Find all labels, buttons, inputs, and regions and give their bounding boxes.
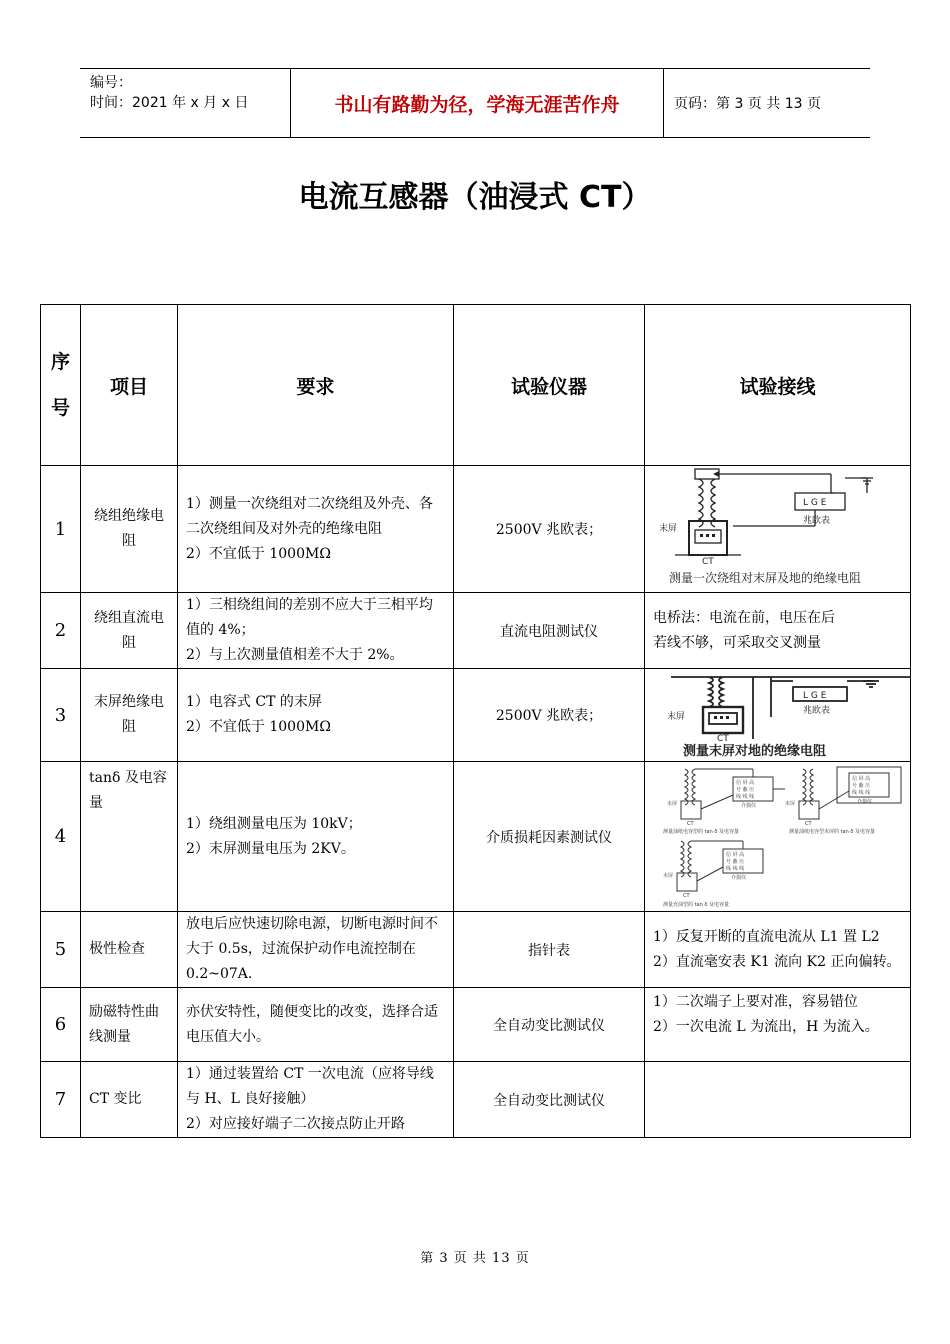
row-instrument: 指针表 <box>454 912 645 988</box>
row-item: 绕组绝缘电阻 <box>81 466 178 593</box>
row-item: 末屏绝缘电阻 <box>81 669 178 762</box>
row-item: 极性检查 <box>81 912 178 988</box>
insulation-wiring-diagram <box>653 466 919 592</box>
page-footer: 第 3 页 共 13 页 <box>420 1251 530 1266</box>
device-row: 号 蔽 压 <box>726 858 745 865</box>
meter-label: L G E <box>803 498 827 508</box>
row-wiring-diagram <box>645 762 911 912</box>
header-wiring: 试验接线 <box>645 305 911 466</box>
table-row <box>41 762 911 912</box>
table-row <box>41 593 911 669</box>
diagram-caption: 测量油纸电容型的 tan δ 及电容量 <box>663 828 740 835</box>
ct-label: CT <box>687 820 694 827</box>
row-instrument: 2500V 兆欧表； <box>454 669 645 762</box>
row-wiring-diagram <box>645 466 911 593</box>
device-row: 线 线 线 <box>736 793 755 800</box>
date-label: 时间：2021 年 x 月 x 日 <box>90 95 249 111</box>
ct-label: CT <box>805 820 812 827</box>
row-wiring: 1）二次端子上要对准，容易错位 2）一次电流 L 为流出，H 为流入。 <box>645 988 911 1062</box>
row-instrument: 全自动变比测试仪 <box>454 1062 645 1138</box>
table-row <box>41 669 911 762</box>
code-label: 编号： <box>90 75 132 91</box>
device-row: 信 屏 高 <box>726 851 745 858</box>
diagram-caption: 测量充油型的 tan δ 及电容量 <box>663 901 730 908</box>
row-instrument: 全自动变比测试仪 <box>454 988 645 1062</box>
row-number: 4 <box>41 762 81 912</box>
meter-label: L G E <box>803 691 827 701</box>
header-item: 项目 <box>81 305 178 466</box>
motto: 书山有路勤为径，学海无涯苦作舟 <box>291 69 664 137</box>
table-header-row <box>41 305 911 466</box>
meter-name: 兆欧表 <box>803 706 831 716</box>
row-number: 3 <box>41 669 81 762</box>
row-number: 1 <box>41 466 81 593</box>
header-requirement: 要求 <box>178 305 454 466</box>
row-instrument: 直流电阻测试仪 <box>454 593 645 669</box>
header-seq: 序 号 <box>41 305 81 466</box>
row-wiring: 1）反复开断的直流电流从 L1 置 L2 2）直流毫安表 K1 流向 K2 正向偏转。 <box>645 912 911 988</box>
row-item: 励磁特性曲线测量 <box>81 988 178 1062</box>
row-requirement: 1）电容式 CT 的末屏 2）不宜低于 1000MΩ <box>178 669 454 762</box>
ct-label: CT <box>702 557 714 567</box>
row-number: 7 <box>41 1062 81 1138</box>
page-header <box>80 68 870 138</box>
screen-label: 末屏 <box>785 800 796 807</box>
row-requirement: 1）绕组测量电压为 10kV； 2）末屏测量电压为 2KV。 <box>178 762 454 912</box>
device-row: 信 屏 高 <box>736 779 755 786</box>
row-item: 绕组直流电阻 <box>81 593 178 669</box>
row-requirement: 1）测量一次绕组对二次绕组及外壳、各二次绕组间及对外壳的绝缘电阻 2）不宜低于 1000MΩ <box>178 466 454 593</box>
ct-label: CT <box>717 734 729 744</box>
screen-label: 末屏 <box>663 872 674 879</box>
diagram-caption: 测量末屏对地的绝缘电阻 <box>683 744 827 759</box>
tan-delta-diagrams <box>653 763 919 911</box>
device-row: 号 蔽 压 <box>852 782 871 789</box>
device-row: 信 屏 高 <box>852 775 871 782</box>
row-number: 2 <box>41 593 81 669</box>
device-label: 介损仪 <box>741 802 757 809</box>
test-table <box>40 304 911 1138</box>
table-row <box>41 466 911 593</box>
screen-label: 末屏 <box>659 524 678 534</box>
row-wiring: 电桥法：电流在前，电压在后 若线不够，可采取交叉测量 <box>645 593 911 669</box>
diagram-caption: 测量一次绕组对末屏及地的绝缘电阻 <box>669 571 862 585</box>
diagram-caption: 测量油纸电容型末屏的 tan δ 及电容量 <box>789 828 876 835</box>
row-item: CT 变比 <box>81 1062 178 1138</box>
row-requirement: 放电后应快速切除电源，切断电源时间不大于 0.5s，过流保护动作电流控制在 0.2~07A. <box>178 912 454 988</box>
row-item: tanδ 及电容量 <box>81 762 178 912</box>
row-wiring-diagram <box>645 669 911 762</box>
row-requirement: 1）三相绕组间的差别不应大于三相平均值的 4%； 2）与上次测量值相差不大于 2%。 <box>178 593 454 669</box>
ct-label: CT <box>683 892 690 899</box>
row-requirement: 亦伏安特性，随便变比的改变，选择合适电压值大小。 <box>178 988 454 1062</box>
row-instrument: 2500V 兆欧表； <box>454 466 645 593</box>
meter-name: 兆欧表 <box>803 516 831 526</box>
device-row: 号 蔽 压 <box>736 786 755 793</box>
device-label: 介损仪 <box>857 798 873 805</box>
row-instrument: 介质损耗因素测试仪 <box>454 762 645 912</box>
row-number: 5 <box>41 912 81 988</box>
table-row <box>41 1062 911 1138</box>
device-label: 介损仪 <box>731 874 747 881</box>
header-meta <box>80 69 291 137</box>
screen-insulation-diagram <box>653 669 919 761</box>
screen-label: 末屏 <box>667 712 686 722</box>
table-row <box>41 912 911 988</box>
row-wiring <box>645 1062 911 1138</box>
header-instrument: 试验仪器 <box>454 305 645 466</box>
row-number: 6 <box>41 988 81 1062</box>
screen-label: 末屏 <box>667 800 678 807</box>
page-code: 页码：第 3 页 共 13 页 <box>674 96 821 112</box>
row-requirement: 1）通过装置给 CT 一次电流（应将导线与 H、L 良好接触） 2）对应接好端子二次接点防止开路 <box>178 1062 454 1138</box>
table-row <box>41 988 911 1062</box>
device-row: 线 线 线 <box>726 865 745 872</box>
device-row: 线 线 线 <box>852 789 871 796</box>
document-title: 电流互感器（油浸式 CT） <box>298 180 652 215</box>
